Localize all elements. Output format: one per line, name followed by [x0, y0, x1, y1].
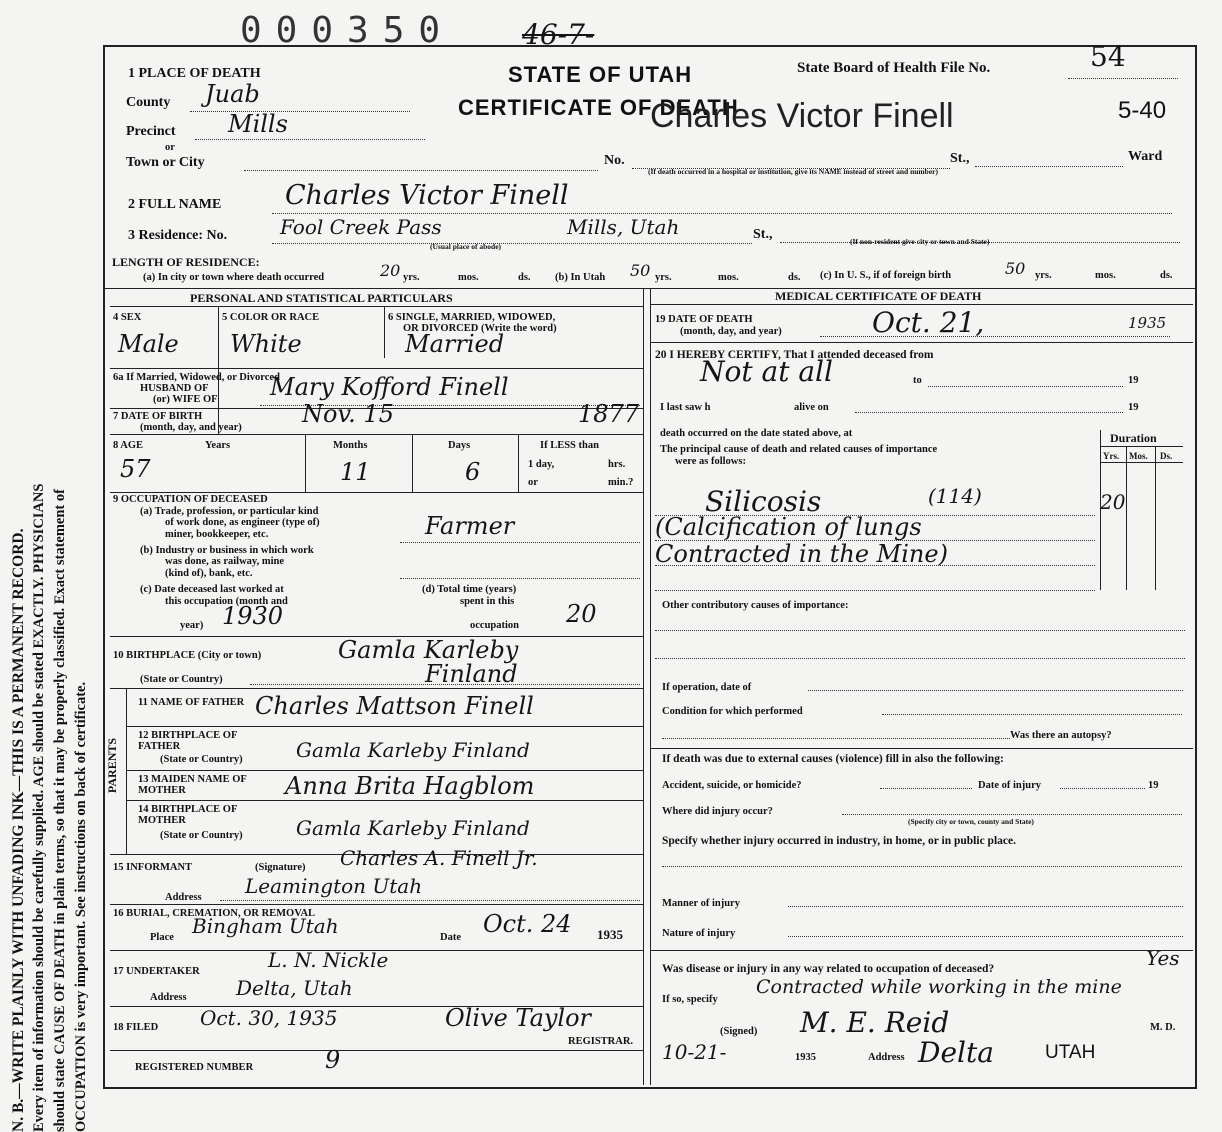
- race-value: White: [230, 330, 302, 358]
- cause1-mark: (114): [928, 484, 982, 508]
- occ-a2: of work done, as engineer (type of): [165, 517, 320, 528]
- st-label: St.,: [950, 151, 970, 166]
- full-name-value: Charles Victor Finell: [285, 180, 569, 211]
- nature-label: Nature of injury: [662, 928, 736, 939]
- place-label: 1 PLACE OF DEATH: [128, 66, 261, 81]
- registrar-label: REGISTRAR.: [568, 1036, 634, 1047]
- filed-label: 18 FILED: [113, 1022, 159, 1033]
- external-label: If death was due to external causes (violence) fill in also the following:: [662, 753, 1004, 765]
- father-bp-value: Gamla Karleby Finland: [296, 738, 530, 762]
- occ-d1: (d) Total time (years): [422, 584, 517, 595]
- certify-label: 20 I HEREBY CERTIFY, That I attended deceased from: [655, 349, 934, 361]
- serial-number: 000350: [240, 10, 455, 51]
- sex-label: 4 SEX: [113, 312, 142, 323]
- months-label: Months: [333, 440, 368, 451]
- death-date-value: Oct. 21,: [872, 306, 985, 339]
- county-value: Juab: [205, 80, 260, 108]
- file-label: State Board of Health File No.: [797, 60, 991, 76]
- file-number: 54: [1090, 40, 1126, 73]
- length-a-yrs: yrs.: [403, 272, 420, 283]
- alive-on-label: alive on: [794, 402, 829, 413]
- signed-label: (Signed): [720, 1026, 758, 1037]
- burial-place-label: Place: [150, 932, 174, 943]
- dob-label1: 7 DATE OF BIRTH: [113, 411, 203, 422]
- signature-label: (Signature): [255, 862, 306, 873]
- length-a-value: 20: [380, 261, 401, 280]
- birthplace-state-label: (State or Country): [140, 674, 223, 685]
- cause1-value: Silicosis: [705, 485, 822, 518]
- if-so-label: If so, specify: [662, 994, 718, 1005]
- length-a-mos: mos.: [458, 272, 479, 283]
- injury-year-label: 19: [1148, 780, 1159, 791]
- years-label: Years: [205, 440, 231, 451]
- registered-number: 9: [325, 1046, 341, 1074]
- burial-year: 1935: [597, 927, 623, 942]
- length-c-label: (c) In U. S., if of foreign birth: [820, 270, 952, 281]
- birthplace-label: 10 BIRTHPLACE (City or town): [113, 650, 262, 661]
- duration-mos: Mos.: [1129, 451, 1148, 461]
- occ-b1: (b) Industry or business in which work: [140, 545, 314, 556]
- occ-c2: this occupation (month and: [165, 596, 288, 607]
- town-label: Town or City: [126, 155, 205, 170]
- or-label: or: [165, 142, 175, 153]
- total-time-value: 20: [566, 600, 597, 628]
- dob-year: 1877: [578, 400, 640, 428]
- death-occurred-label: death occurred on the date stated above, at: [660, 428, 853, 439]
- spouse-label2: HUSBAND OF: [140, 383, 209, 394]
- parents-label: PARENTS: [105, 737, 120, 794]
- residence-usual: (Usual place of abode): [430, 242, 502, 251]
- last-worked-value: 1930: [222, 602, 284, 630]
- medical-header: MEDICAL CERTIFICATE OF DEATH: [775, 289, 982, 303]
- other-causes-label: Other contributory causes of importance:: [662, 600, 849, 611]
- condition-label: Condition for which performed: [662, 706, 803, 717]
- burial-place: Bingham Utah: [192, 914, 339, 938]
- filed-date: Oct. 30, 1935: [200, 1006, 338, 1030]
- duration-yrs: Yrs.: [1103, 451, 1120, 461]
- occ-d2: spent in this: [460, 596, 515, 607]
- if-so-answer: Contracted while working in the mine: [756, 976, 1122, 998]
- iflt-min: min.?: [608, 477, 634, 488]
- last-saw-label: I last saw h: [660, 402, 711, 413]
- sign-address: Delta: [918, 1036, 994, 1069]
- birthplace-city: Gamla Karleby: [338, 636, 519, 664]
- sign-year: 1935: [795, 1052, 816, 1063]
- length-c-ds: ds.: [1160, 270, 1173, 281]
- iflt-or: or: [528, 477, 538, 488]
- residence-value1: Fool Creek Pass: [280, 215, 442, 239]
- title-state: STATE OF UTAH: [508, 62, 693, 87]
- race-label: 5 COLOR OR RACE: [222, 312, 320, 323]
- full-name-label: 2 FULL NAME: [128, 197, 222, 212]
- informant-address-label: Address: [165, 892, 202, 903]
- burial-date-label: Date: [440, 932, 461, 943]
- mother-value: Anna Brita Hagblom: [285, 772, 535, 800]
- related-answer: Yes: [1146, 946, 1180, 970]
- age-years: 57: [120, 455, 151, 483]
- place-note: (If death occurred in a hospital or institution, give its NAME instead of street and number): [648, 167, 939, 176]
- length-b-ds: ds.: [788, 272, 801, 283]
- title-certificate: CERTIFICATE OF DEATH: [458, 95, 739, 120]
- burial-label: 16 BURIAL, CREMATION, OR REMOVAL: [113, 908, 316, 919]
- cause2-value: (Calcification of lungs: [655, 513, 922, 541]
- corner-code: 5-40: [1118, 97, 1167, 124]
- personal-header: PERSONAL AND STATISTICAL PARTICULARS: [190, 291, 453, 305]
- sign-state: UTAH: [1045, 1042, 1096, 1063]
- residence-st: St.,: [753, 227, 773, 242]
- marital-label2: OR DIVORCED (Write the word): [403, 323, 557, 334]
- sign-date: 10-21-: [662, 1040, 727, 1064]
- related-label: Was disease or injury in any way related to occupation of deceased?: [662, 963, 995, 975]
- occupation-value: Farmer: [425, 512, 515, 540]
- side-notice: [8, 22, 92, 1132]
- length-b-mos: mos.: [718, 272, 739, 283]
- undertaker-address-label: Address: [150, 992, 187, 1003]
- undertaker-label: 17 UNDERTAKER: [113, 966, 200, 977]
- county-label: County: [126, 95, 171, 110]
- father-bp-label: 12 BIRTHPLACE OF FATHER: [138, 730, 238, 752]
- precinct-value: Mills: [228, 110, 288, 138]
- residence-nonres: (If non-resident give city or town and State): [850, 237, 990, 246]
- to-label: to: [913, 375, 922, 386]
- death-date-label2: (month, day, and year): [680, 326, 782, 337]
- cause3-value: Contracted in the Mine): [655, 540, 948, 568]
- typed-name: Charles Victor Finell: [650, 97, 954, 135]
- principal-label2: were as follows:: [675, 456, 746, 467]
- registrar-value: Olive Taylor: [445, 1004, 592, 1032]
- where-label: Where did injury occur?: [662, 806, 773, 817]
- occ-c3: year): [180, 620, 204, 631]
- marital-value: Married: [405, 330, 505, 358]
- spouse-label3: (or) WIFE OF: [153, 394, 218, 405]
- iflt-label1: If LESS than: [540, 440, 599, 451]
- to-year: 19: [1128, 375, 1139, 386]
- duration-ds: Ds.: [1160, 451, 1173, 461]
- sign-address-label: Address: [868, 1052, 905, 1063]
- autopsy-label: Was there an autopsy?: [1010, 730, 1112, 741]
- father-value: Charles Mattson Finell: [255, 692, 534, 720]
- mother-bp-label: 14 BIRTHPLACE OF MOTHER: [138, 804, 238, 826]
- iflt-label2: 1 day,: [528, 459, 555, 470]
- occ-c1: (c) Date deceased last worked at: [140, 584, 284, 595]
- occ-a1: (a) Trade, profession, or particular kind: [140, 506, 319, 517]
- side-notice-line2: Every item of information should be carefully supplied. AGE should be stated EXACTLY. PHYSICIANS: [31, 483, 47, 1132]
- precinct-label: Precinct: [126, 124, 176, 139]
- attended-value: Not at all: [700, 355, 833, 388]
- side-notice-line1: N. B.—WRITE PLAINLY WITH UNFADING INK—THIS IS A PERMANENT RECORD.: [10, 528, 27, 1132]
- occ-a3: miner, bookkeeper, etc.: [165, 529, 269, 540]
- mother-bp-value: Gamla Karleby Finland: [296, 816, 530, 840]
- side-notice-line4: OCCUPATION is very important. See instructions on back of certificate.: [73, 681, 89, 1132]
- alive-year: 19: [1128, 402, 1139, 413]
- age-months: 11: [340, 458, 371, 486]
- duration-label: Duration: [1110, 431, 1157, 445]
- length-a-label: (a) In city or town where death occurred: [143, 272, 325, 283]
- undertaker-value: L. N. Nickle: [268, 948, 389, 972]
- residence-label: 3 Residence: No.: [128, 228, 228, 243]
- sex-value: Male: [118, 330, 179, 358]
- age-label: 8 AGE: [113, 440, 144, 451]
- length-c-mos: mos.: [1095, 270, 1116, 281]
- ward-label: Ward: [1128, 149, 1163, 164]
- injury-date-label: Date of injury: [978, 780, 1041, 791]
- undertaker-address: Delta, Utah: [236, 976, 353, 1000]
- registered-label: REGISTERED NUMBER: [135, 1062, 254, 1073]
- occ-d3: occupation: [470, 620, 520, 631]
- signed-value: M. E. Reid: [800, 1006, 950, 1039]
- length-b-yrs: yrs.: [655, 272, 672, 283]
- operation-label: If operation, date of: [662, 682, 752, 693]
- iflt-hrs: hrs.: [608, 459, 626, 470]
- dob-value: Nov. 15: [302, 400, 394, 428]
- marital-label1: 6 SINGLE, MARRIED, WIDOWED,: [388, 312, 556, 323]
- occ-b3: (kind of), bank, etc.: [165, 568, 253, 579]
- length-c-value: 50: [1005, 259, 1026, 278]
- age-days: 6: [465, 458, 481, 486]
- death-year: 1935: [1128, 314, 1167, 332]
- where-note: (Specify city or town, county and State): [908, 817, 1034, 826]
- side-notice-line3: should state CAUSE OF DEATH in plain terms, so that it may be properly classified. Exact statement of: [52, 489, 68, 1132]
- no-label: No.: [604, 153, 625, 168]
- death-date-label1: 19 DATE OF DEATH: [655, 314, 753, 325]
- residence-value2: Mills, Utah: [567, 215, 680, 239]
- informant-address: Leamington Utah: [245, 874, 423, 898]
- accident-label: Accident, suicide, or homicide?: [662, 780, 802, 791]
- length-label: LENGTH OF RESIDENCE:: [112, 255, 260, 269]
- length-b-label: (b) In Utah: [555, 272, 606, 283]
- mother-label: 13 MAIDEN NAME OF MOTHER: [138, 774, 247, 796]
- cause1-years: 20: [1100, 490, 1126, 514]
- principal-label1: The principal cause of death and related causes of importance: [660, 444, 938, 455]
- serial-strike: 46-7-: [522, 18, 595, 51]
- birthplace-country: Finland: [425, 660, 518, 688]
- occ-b2: was done, as railway, mine: [165, 556, 285, 567]
- length-a-ds: ds.: [518, 272, 531, 283]
- length-c-yrs: yrs.: [1035, 270, 1052, 281]
- manner-label: Manner of injury: [662, 898, 740, 909]
- occ-label: 9 OCCUPATION OF DECEASED: [113, 494, 268, 505]
- burial-date: Oct. 24: [483, 910, 572, 938]
- days-label: Days: [448, 440, 471, 451]
- length-b-value: 50: [630, 261, 651, 280]
- father-label: 11 NAME OF FATHER: [138, 697, 245, 708]
- father-bp-state: (State or Country): [160, 754, 243, 765]
- spouse-label1: 6a If Married, Widowed, or Divorced: [113, 372, 280, 383]
- dob-label2: (month, day, and year): [140, 422, 242, 433]
- spouse-value: Mary Kofford Finell: [270, 373, 509, 401]
- informant-value: Charles A. Finell Jr.: [340, 846, 538, 870]
- specify-label: Specify whether injury occurred in industry, in home, or in public place.: [662, 835, 1016, 847]
- mother-bp-state: (State or Country): [160, 830, 243, 841]
- informant-label: 15 INFORMANT: [113, 862, 193, 873]
- md-label: M. D.: [1150, 1022, 1176, 1033]
